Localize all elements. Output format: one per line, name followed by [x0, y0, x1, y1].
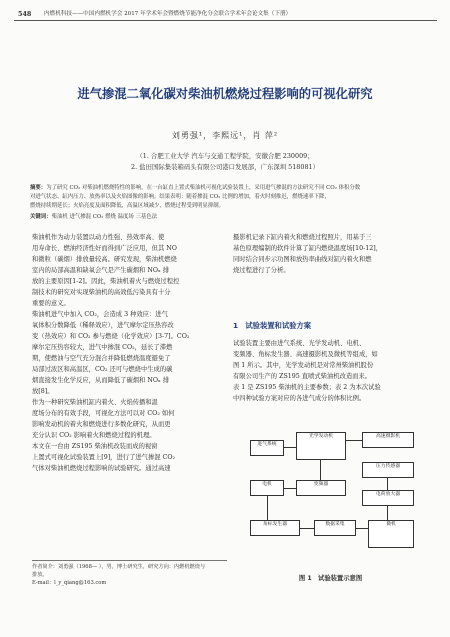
engine-box: 光学发动机 [296, 432, 346, 460]
body-text-line: 气体对柴油机燃烧过程影响的试验研究。通过高速 [32, 465, 171, 472]
keywords-text: 柴油机 进气掺混 CO₂ 燃烧 温度场 三基色法 [51, 214, 158, 220]
paper-title: 进气掺混二氧化碳对柴油机燃烧过程影响的可视化研究 [77, 87, 373, 101]
connector-line [267, 496, 268, 520]
connector-line [284, 447, 296, 448]
body-text-line: 室内的局部高温和缺氧会气是产生碳烟和 NOₓ 排 [32, 267, 169, 274]
daq-box: 数据采集 [314, 520, 356, 536]
body-text-line: 本文在一台由 ZS195 柴油机改装而成的视窗 [32, 443, 158, 450]
section-heading: 1 试验装置和试验方案 [233, 321, 312, 330]
body-text-line: 制技术的研究对实现柴油机的高效低污染具有十分 [32, 289, 171, 296]
body-text-line: 柴油机进气中加入 CO₂，会造成 3 种效应：进气 [32, 311, 168, 318]
authors: 刘勇强¹，李熙远¹，肖 萍² [171, 131, 279, 140]
body-text-line: 柴油机作为动力装置以动力性强、热效率高、使 [32, 234, 165, 241]
abstract-line: 对进气状态、缸内压力、放热率以及火焰图像的影响。结果表明：随着掺混 CO₂ 比例的增加，着火时刻推迟，燃烧速率下降， [30, 194, 330, 201]
body-text-line: 有限公司生产的 ZS195 直喷式柴油机改造而来。 [233, 373, 372, 380]
keywords-label: 关键词： [30, 214, 52, 220]
amp-box: 电荷放大器 [362, 490, 414, 506]
motor-box: 电机 [250, 480, 284, 496]
body-text-line: 上置式可视化试验装置上[9]，进行了进气掺混 CO₂ [32, 454, 176, 461]
affiliation-1: （1. 合肥工业大学 汽车与交通工程学院，安徽合肥 230009； [136, 152, 314, 160]
connector-line [284, 488, 296, 489]
connector-line [356, 528, 368, 529]
left-column [32, 232, 235, 474]
footnote [32, 560, 227, 587]
body-text-line: 放的主要原因[1-2]。因此，柴油机着火与燃烧过程控 [32, 278, 180, 285]
camera-box: 高速摄影机 [362, 432, 414, 448]
keywords [30, 213, 422, 222]
body-text-line: 试验装置主要由进气系统、光学发动机、电机、 [233, 340, 366, 347]
body-text-line: 烧过程进行了分析。 [233, 267, 290, 274]
body-text-line: 放[8]。 [32, 388, 54, 395]
pressure-box: 压力传感器 [362, 462, 414, 478]
footnote-line: E-mail：l_y_qiang@163.com [32, 580, 107, 586]
body-text-line: 期，使燃油与空气充分混合并降低燃烧温度避免了 [32, 355, 171, 362]
abstract-line: 为了研究 CO₂ 对柴油机燃烧特性的影响，在一台缸直上置式柴油机可视化试验装置上，采用进气掺混的方法研究不同 CO₂ 体积分数 [46, 185, 361, 191]
connector-line [346, 440, 362, 441]
body-text-line: 基色原理编制的软件计算了缸内燃烧温度场[10-12]， [233, 245, 383, 252]
body-text-line: 变频器、角标发生器、高速摄影机及微机等组成，如 [233, 351, 378, 358]
figure-caption: 图 1 试验装置示意图 [298, 575, 363, 582]
affiliation-2: 2. 盐田国际集装箱码头有限公司港口发展部，广东深圳 518081） [131, 163, 319, 171]
connector-line [320, 460, 321, 480]
body-text-line: 用寿命长、燃油经济性好而得到广泛应用，但其 NO [32, 245, 177, 252]
body-text-line: 摄影机记录下缸内着火和燃烧过程照片，用基于三 [233, 234, 372, 241]
body-text-line: 和微粒（碳烟）排放量较高。研究发现，柴油机燃烧 [32, 256, 177, 263]
body-text-line: 局部过浓区和高温区，CO₂ 还可与燃烧中生成的碳 [32, 366, 173, 373]
body-text-line: 影响发动机的着火和燃烧进行多数化研究，从而更 [32, 421, 171, 428]
figure-diagram [250, 432, 420, 568]
intake-box: 进气系统 [250, 440, 284, 456]
body-text-line: 摩尔定压热容较大，进气中掺混 CO₂，延长了滞燃 [32, 344, 173, 351]
connector-line [387, 506, 388, 520]
right-column-top [233, 232, 436, 276]
body-text-line: 氧体积分数降低（稀释效应），进气摩尔定压热容改 [32, 322, 174, 329]
page-number: 548 [18, 10, 32, 18]
body-text-line: 度场分布的有效手段，可视化方法可以对 CO₂ 如何 [32, 410, 175, 417]
right-column-section [233, 338, 436, 404]
running-title: 内燃机科技——中国内燃机学会 2017 年学术年会暨燃烧节能净化分会联合学术年会论文集（下册） [44, 11, 292, 17]
body-text-line: 作为一种研究柴油机缸内着火、火焰传播和温 [32, 399, 158, 406]
abstract-label: 摘要： [30, 185, 47, 191]
body-text-line: 中四种试验方案对应的各进气成分的体积比例。 [233, 395, 366, 402]
running-header [14, 8, 437, 21]
body-text-line: 充分认识 CO₂ 影响着火和燃烧过程的机理。 [32, 432, 156, 439]
footnote-line: 排放。 [32, 572, 48, 578]
connector-line [300, 528, 314, 529]
body-text-line: 变（热效应）和 CO₂ 参与燃烧（化学效应）[3-7]。CO₂ [32, 333, 190, 340]
body-text-line: 图 1 所示。其中，光学发动机是对常州柴油机股份 [233, 362, 374, 369]
body-text-line: 同时结合同步示功图和放热率曲线对缸内着火和燃 [233, 256, 372, 263]
abstract [30, 184, 422, 212]
connector-line [387, 478, 388, 490]
inverter-box: 变频器 [296, 480, 346, 496]
abstract-line: 燃烧持续期延长；火焰亮度及面积降低，高温区域减少，燃烧过程受到明显抑制。 [30, 203, 225, 210]
body-text-line: 烟直接发生化学反应，从而降低了碳烟和 NOₓ 排 [32, 377, 169, 384]
body-text-line: 重要的意义。 [32, 300, 70, 307]
footnote-line: 作者简介：刘勇强（1968— ），男，博士研究生，研究方向：内燃机燃烧与 [32, 564, 206, 570]
angle-box: 角标发生器 [250, 520, 300, 536]
computer-box: 微机 [368, 520, 414, 548]
body-text-line: 表 1 是 ZS195 柴油机的主要参数；表 2 为本次试验 [233, 384, 381, 391]
